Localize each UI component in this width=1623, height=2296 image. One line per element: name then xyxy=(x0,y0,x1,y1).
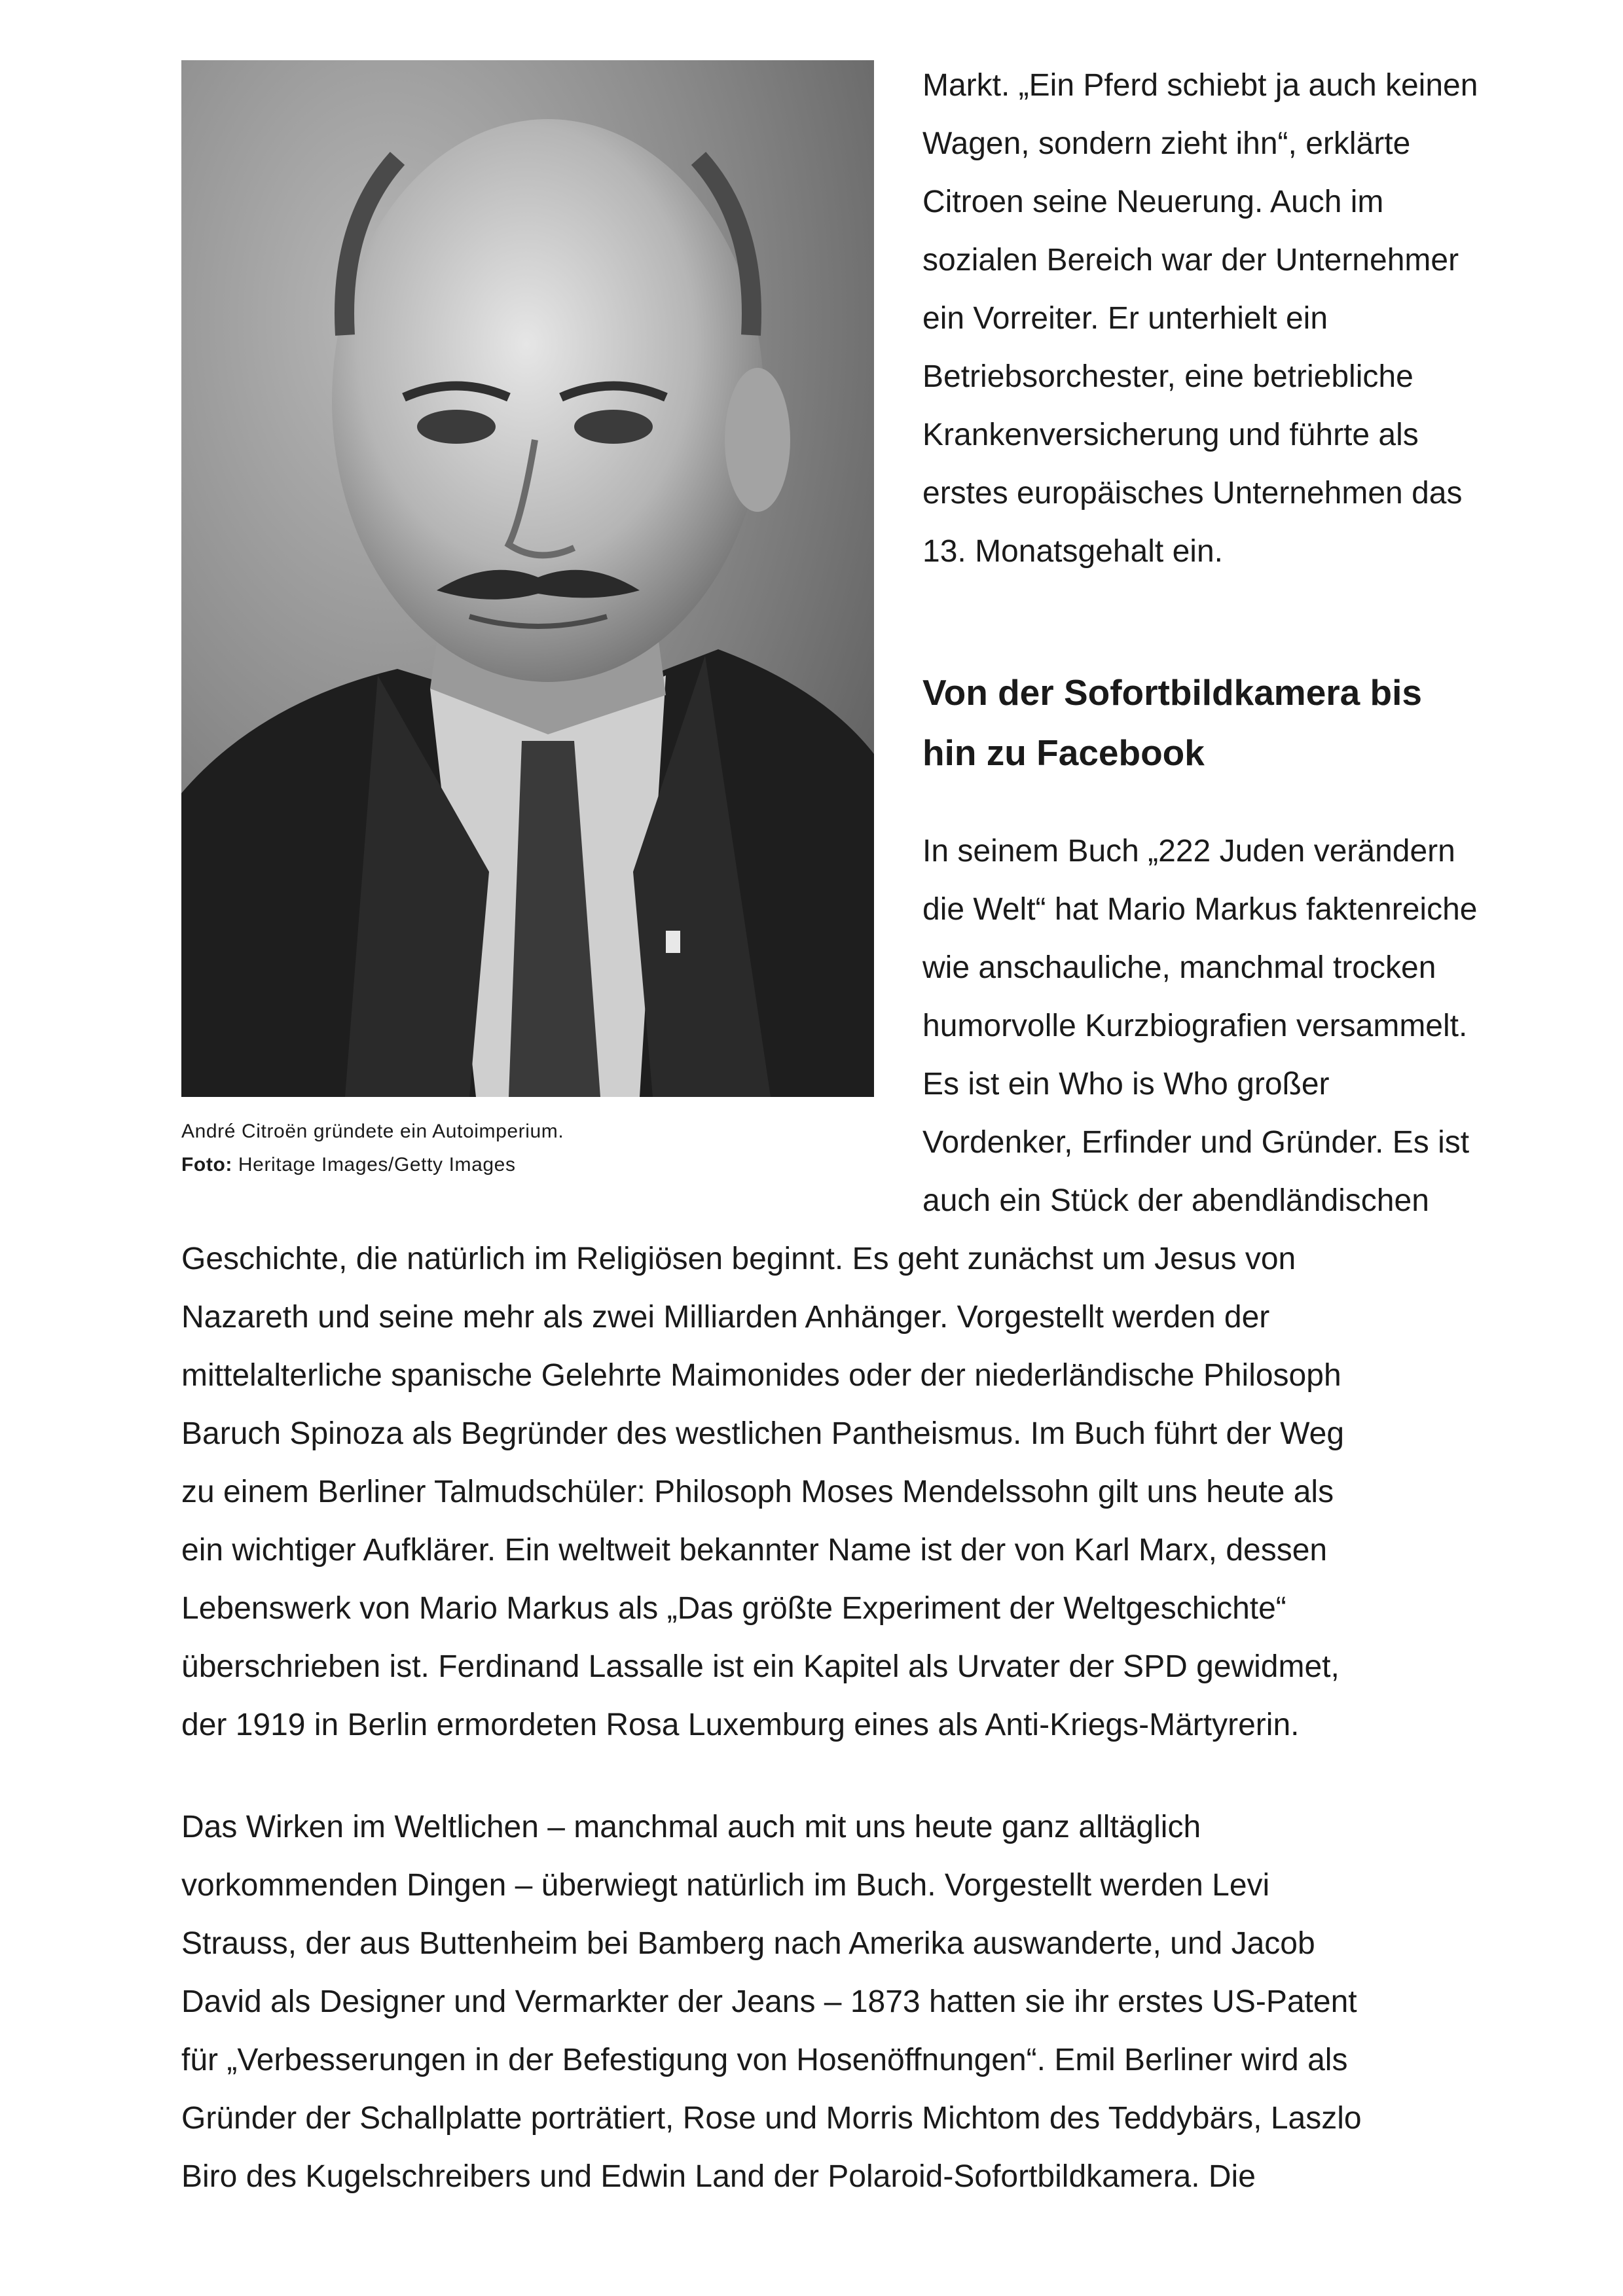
caption-text: André Citroën gründete ein Autoimperium. xyxy=(181,1121,564,1142)
text-line: Krankenversicherung und führte als xyxy=(922,418,1419,452)
text-line: der 1919 in Berlin ermordeten Rosa Luxemburg eines als Anti-Kriegs-Märtyrerin. xyxy=(181,1708,1300,1742)
portrait-photo xyxy=(181,60,874,1097)
text-line: Das Wirken im Weltlichen – manchmal auch mit uns heute ganz alltäglich xyxy=(181,1810,1201,1844)
text-line: zu einem Berliner Talmudschüler: Philosoph Moses Mendelssohn gilt uns heute als xyxy=(181,1475,1334,1509)
section-heading xyxy=(922,662,1577,783)
photo-caption xyxy=(181,1115,836,1181)
text-line: sozialen Bereich war der Unternehmer xyxy=(922,243,1459,278)
text-line: Geschichte, die natürlich im Religiösen beginnt. Es geht zunächst um Jesus von xyxy=(181,1242,1296,1276)
portrait-image xyxy=(181,60,874,1097)
text-line: Betriebsorchester, eine betriebliche xyxy=(922,359,1413,394)
heading-line: hin zu Facebook xyxy=(922,732,1205,773)
heading-line: Von der Sofortbildkamera bis xyxy=(922,672,1423,713)
text-line: auch ein Stück der abendländischen xyxy=(922,1183,1429,1218)
intro-paragraph xyxy=(922,56,1577,581)
text-line: Vordenker, Erfinder und Gründer. Es ist xyxy=(922,1125,1470,1160)
text-line: Wagen, sondern zieht ihn“, erklärte xyxy=(922,126,1411,161)
text-line: In seinem Buch „222 Juden verändern xyxy=(922,834,1455,869)
text-line: Es ist ein Who is Who großer xyxy=(922,1067,1330,1102)
photo-credit xyxy=(181,1148,836,1181)
paragraph-book-history xyxy=(181,1230,1491,1754)
text-line: für „Verbesserungen in der Befestigung von Hosenöffnungen“. Emil Berliner wird als xyxy=(181,2043,1348,2077)
paragraph-book-intro xyxy=(922,822,1577,1230)
text-line: ein wichtiger Aufklärer. Ein weltweit bekannter Name ist der von Karl Marx, dessen xyxy=(181,1533,1328,1568)
text-line: humorvolle Kurzbiografien versammelt. xyxy=(922,1009,1468,1043)
text-line: vorkommenden Dingen – überwiegt natürlich im Buch. Vorgestellt werden Levi xyxy=(181,1868,1270,1903)
text-line: Citroen seine Neuerung. Auch im xyxy=(922,185,1384,219)
text-line: Nazareth und seine mehr als zwei Milliarden Anhänger. Vorgestellt werden der xyxy=(181,1300,1270,1335)
photo-credit-text: Heritage Images/Getty Images xyxy=(232,1154,516,1175)
text-line: Lebenswerk von Mario Markus als „Das größte Experiment der Weltgeschichte“ xyxy=(181,1591,1286,1626)
text-line: die Welt“ hat Mario Markus faktenreiche xyxy=(922,892,1478,927)
text-line: erstes europäisches Unternehmen das xyxy=(922,476,1463,511)
text-line: Baruch Spinoza als Begründer des westlichen Pantheismus. Im Buch führt der Weg xyxy=(181,1416,1345,1451)
text-line: 13. Monatsgehalt ein. xyxy=(922,534,1223,569)
text-line: Strauss, der aus Buttenheim bei Bamberg nach Amerika auswanderte, und Jacob xyxy=(181,1926,1315,1961)
text-line: Gründer der Schallplatte porträtiert, Rose und Morris Michtom des Teddybärs, Laszlo xyxy=(181,2101,1362,2136)
text-line: Biro des Kugelschreibers und Edwin Land der Polaroid-Sofortbildkamera. Die xyxy=(181,2159,1256,2194)
text-line: Markt. „Ein Pferd schiebt ja auch keinen xyxy=(922,68,1478,103)
text-line: wie anschauliche, manchmal trocken xyxy=(922,950,1436,985)
text-line: überschrieben ist. Ferdinand Lassalle ist ein Kapitel als Urvater der SPD gewidmet, xyxy=(181,1649,1340,1684)
paragraph-inventors xyxy=(181,1798,1491,2206)
text-line: David als Designer und Vermarkter der Jeans – 1873 hatten sie ihr erstes US-Patent xyxy=(181,1984,1357,2019)
photo-credit-label: Foto: xyxy=(181,1154,232,1175)
text-line: ein Vorreiter. Er unterhielt ein xyxy=(922,301,1328,336)
text-line: mittelalterliche spanische Gelehrte Maimonides oder der niederländische Philosoph xyxy=(181,1358,1341,1393)
